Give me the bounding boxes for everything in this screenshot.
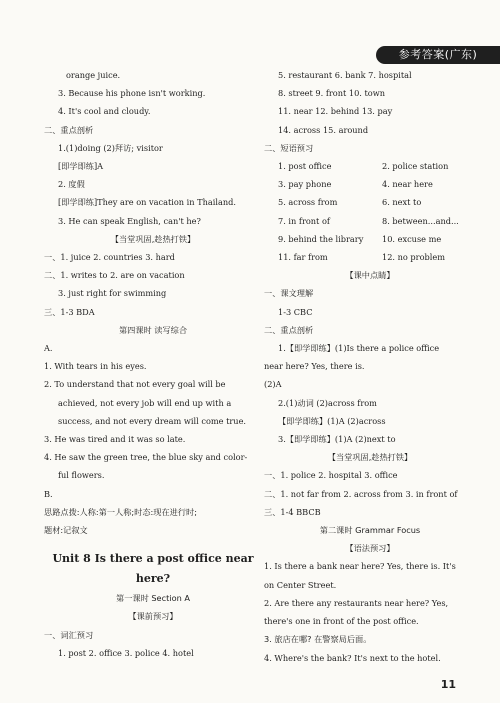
sub-heading: 【当堂巩固,趁热打铁】 [110,233,196,244]
page-number: 11 [440,678,456,691]
phrase: 2. police station [382,161,449,172]
text-line: (2)A [264,379,282,390]
sub-heading: 【课前预习】 [128,611,178,622]
text-line: 3.【即学即练】(1)A (2)next to [278,434,396,445]
text-line: on Center Street. [264,579,337,590]
lesson-heading: 第四课时 读写综合 [118,324,188,335]
text-line: 2. 度假 [58,179,85,190]
text-line: ful flowers. [58,470,105,481]
text-line: 3. Because his phone isn't working. [58,88,206,99]
phrase-row [264,212,476,230]
phrase-row [264,248,476,266]
section-heading: 二、重点剖析 [264,324,314,335]
text-line: 三、1-4 BBCB [264,506,321,517]
text-line: 3. 旅店在哪? 在警察局后面。 [264,634,372,645]
phrase: 1. post office [278,161,332,172]
text-line: 【即学即练】(1)A (2)across [278,415,386,426]
phrase: 8. between...and... [382,215,459,226]
unit-title: here? [135,572,171,586]
phrase: 9. behind the library [278,233,364,244]
phrase: 4. near here [382,179,433,190]
lesson-heading: 第一课时 Section A [116,593,190,604]
text-line: 1.(1)doing (2)拜访; visitor [58,142,163,153]
text-line: 4. It's cool and cloudy. [58,106,151,117]
sub-heading: 【语法预习】 [345,543,395,554]
phrase: 5. across from [278,197,338,208]
text-line: 题材:记叙文 [44,525,88,536]
answer-key-tab: 参考答案(广东) [376,46,500,64]
section-heading: 二、重点剖析 [44,124,94,135]
text-line: B. [44,488,53,499]
phrase: 7. in front of [278,215,330,226]
text-line: 3. He was tired and it was so late. [44,434,186,445]
left-column [44,66,262,662]
text-line: 2. To understand that not every goal will be [44,379,226,390]
phrase-row [264,193,476,211]
text-line: 4. He saw the green tree, the blue sky and color- [44,452,248,463]
text-line: [即学即练]A [58,161,104,172]
lesson-heading: 第二课时 Grammar Focus [319,525,421,536]
text-line: 3. just right for swimming [58,288,167,299]
phrase-row [264,157,476,175]
phrase-row [264,230,476,248]
text-line: 2. Are there any restaurants near here? Yes, [264,597,449,608]
sub-heading: 【课中点睛】 [345,270,395,281]
text-line: achieved, not every job will end up with a [58,397,232,408]
text-line: 11. near 12. behind 13. pay [278,106,393,117]
phrase: 10. excuse me [382,233,442,244]
text-line: 思路点拨:人称:第一人称;时态:现在进行时; [44,506,197,517]
text-line: 5. restaurant 6. bank 7. hospital [278,70,412,80]
text-line: 1.【即学即练】(1)Is there a police office [278,343,440,354]
text-line: 14. across 15. around [278,124,369,135]
phrase: 3. pay phone [278,179,332,190]
phrase: 6. next to [382,197,422,208]
phrase: 12. no problem [382,252,445,263]
text-line: 1. With tears in his eyes. [44,361,147,372]
section-heading: 二、短语预习 [264,142,314,153]
text-line: success, and not every dream will come true. [58,415,247,426]
right-column [264,66,476,667]
text-line: A. [44,343,53,354]
text-line: 1. Is there a bank near here? Yes, there is. It's [264,561,456,572]
text-line: 4. Where's the bank? It's next to the hotel. [264,652,441,663]
section-heading: 一、词汇预习 [44,629,94,640]
text-line: 二、1. not far from 2. across from 3. in front of [264,488,458,499]
phrase-row [264,175,476,193]
phrase: 11. far from [278,252,328,263]
text-line: 三、1-3 BDA [44,306,95,317]
text-line: 3. He can speak English, can't he? [58,215,201,226]
text-line: 1. post 2. office 3. police 4. hotel [58,647,194,658]
section-heading: 一、课文理解 [264,288,314,299]
text-line: 一、1. police 2. hospital 3. office [264,470,398,481]
text-line: orange juice. [66,70,121,80]
text-line: 二、1. writes to 2. are on vacation [44,270,185,281]
text-line: 2.(1)动词 (2)across from [278,397,377,408]
unit-title: Unit 8 Is there a post office near [52,552,254,566]
text-line: 一、1. juice 2. countries 3. hard [44,252,175,263]
text-line: there's one in front of the post office. [264,616,419,627]
text-line: 8. street 9. front 10. town [278,88,385,99]
text-line: 1-3 CBC [278,306,313,317]
text-line: [即学即练]They are on vacation in Thailand. [58,197,237,208]
sub-heading: 【当堂巩固,趁热打铁】 [327,452,413,463]
text-line: near here? Yes, there is. [264,361,365,372]
